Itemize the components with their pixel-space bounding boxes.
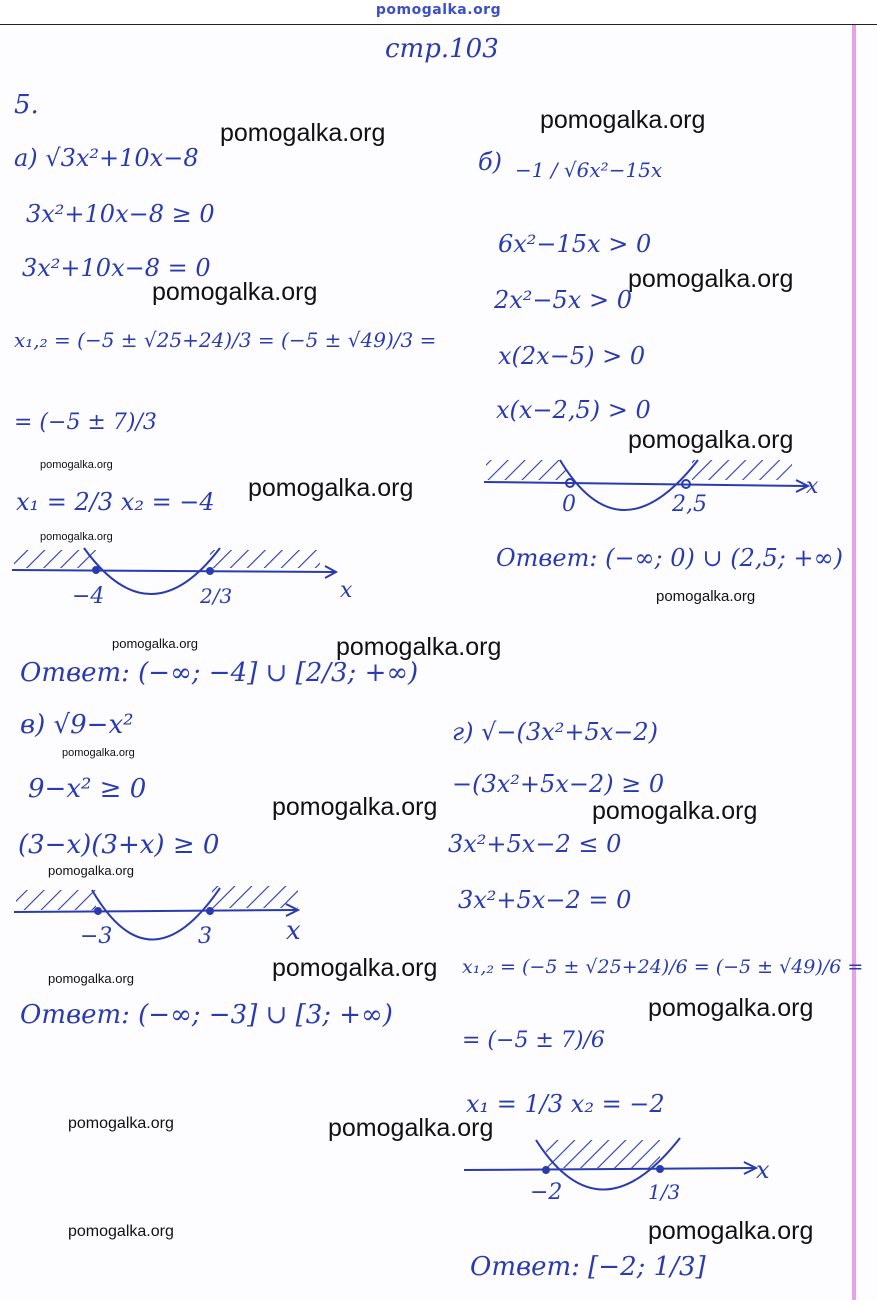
- part-a-label: а): [14, 144, 38, 172]
- shade-g-middle: [546, 1140, 660, 1168]
- axis-v-line: [14, 910, 296, 912]
- point-g-left: [542, 1166, 550, 1174]
- watermark: pomogalka.org: [40, 459, 113, 471]
- part-b-answer: Ответ: (−∞; 0) ∪ (2,5; +∞): [496, 544, 843, 572]
- watermark: pomogalka.org: [152, 278, 318, 306]
- watermark: pomogalka.org: [68, 1223, 174, 1240]
- part-a-answer: Ответ: (−∞; −4] ∪ [2/3; +∞): [20, 658, 419, 688]
- part-b-ineq-3: x(2x−5) > 0: [498, 342, 646, 370]
- watermark: pomogalka.org: [648, 994, 814, 1022]
- point-g-right: [656, 1165, 664, 1173]
- axis-v-label-right: 3: [198, 924, 212, 949]
- watermark: pomogalka.org: [628, 265, 794, 293]
- part-v-label: в): [20, 710, 46, 740]
- part-b-expression: −1 / √6x²−15x: [515, 158, 663, 182]
- part-v-ineq-1: 9−x² ≥ 0: [28, 774, 147, 804]
- parabola-v: [92, 888, 220, 940]
- point-a-right: [206, 567, 214, 575]
- watermark: pomogalka.org: [112, 636, 198, 651]
- number-line-v: [14, 886, 298, 940]
- axis-a-label-right: 2/3: [200, 584, 233, 608]
- part-g-roots-formula: x₁,₂ = (−5 ± √25+24)/6 = (−5 ± √49)/6 =: [462, 956, 864, 978]
- watermark: pomogalka.org: [62, 747, 135, 759]
- part-g-roots: x₁ = 1/3 x₂ = −2: [466, 1090, 665, 1118]
- watermark: pomogalka.org: [48, 863, 134, 878]
- part-v-answer: Ответ: (−∞; −3] ∪ [3; +∞): [20, 1000, 393, 1030]
- shade-v-right: [212, 886, 298, 908]
- watermark: pomogalka.org: [336, 633, 502, 661]
- watermark: pomogalka.org: [272, 793, 438, 821]
- axis-g-var: x: [756, 1156, 770, 1184]
- axis-b-label-left: 0: [562, 492, 576, 517]
- part-a-equation: 3x²+10x−8 = 0: [22, 254, 211, 282]
- axis-a-line: [12, 570, 335, 572]
- watermark: pomogalka.org: [272, 954, 438, 982]
- number-line-g: [464, 1138, 756, 1190]
- watermark: pomogalka.org: [48, 971, 134, 986]
- site-header-link[interactable]: pomogalka.org: [375, 2, 502, 18]
- shade-a-left: [14, 550, 96, 568]
- part-b-ineq-1: 6x²−15x > 0: [498, 230, 652, 258]
- part-g-ineq-1: −(3x²+5x−2) ≥ 0: [452, 770, 665, 798]
- part-g-answer: Ответ: [−2; 1/3]: [470, 1252, 706, 1282]
- axis-a-var: x: [340, 578, 353, 603]
- watermark: pomogalka.org: [68, 1115, 174, 1132]
- part-g-label: г): [452, 718, 474, 746]
- part-a-expr: √3x²+10x−8: [45, 144, 199, 172]
- point-v-left: [94, 907, 102, 915]
- axis-g-label-right: 1/3: [648, 1180, 681, 1204]
- part-g-ineq-2: 3x²+5x−2 ≤ 0: [448, 830, 622, 858]
- watermark: pomogalka.org: [540, 106, 706, 134]
- part-v-expr: √9−x²: [53, 710, 134, 740]
- watermark: pomogalka.org: [248, 474, 414, 502]
- axis-b-label-right: 2,5: [672, 492, 707, 517]
- axis-v-label-left: −3: [80, 924, 113, 949]
- axis-b-var: x: [806, 474, 819, 499]
- part-g-roots-simplified: = (−5 ± 7)/6: [462, 1028, 605, 1053]
- part-a-roots-formula: x₁,₂ = (−5 ± √25+24)/3 = (−5 ± √49)/3 =: [14, 328, 437, 352]
- watermark: pomogalka.org: [220, 119, 386, 147]
- part-a-roots-simplified: = (−5 ± 7)/3: [14, 410, 157, 435]
- axis-a-label-left: −4: [72, 584, 105, 609]
- shade-v-left: [16, 890, 96, 910]
- watermark: pomogalka.org: [328, 1114, 494, 1142]
- part-a-inequality: 3x²+10x−8 ≥ 0: [26, 200, 215, 228]
- watermark: pomogalka.org: [628, 426, 794, 454]
- page-reference: стр.103: [385, 34, 499, 64]
- axis-g-label-left: −2: [530, 1180, 563, 1205]
- part-b-label: б): [478, 148, 503, 176]
- shade-b-left: [486, 460, 566, 480]
- part-a-roots: x₁ = 2/3 x₂ = −4: [16, 488, 215, 516]
- axis-b-line: [484, 482, 806, 486]
- point-a-left: [92, 566, 100, 574]
- point-v-right: [206, 907, 214, 915]
- part-v-ineq-2: (3−x)(3+x) ≥ 0: [18, 830, 220, 860]
- axis-v-var: x: [286, 916, 301, 946]
- number-line-a: [12, 548, 336, 594]
- part-g-equation: 3x²+5x−2 = 0: [458, 886, 632, 914]
- watermark: pomogalka.org: [656, 588, 756, 605]
- part-b-ineq-4: x(x−2,5) > 0: [496, 396, 651, 424]
- watermark: pomogalka.org: [592, 797, 758, 825]
- task-number: 5.: [14, 90, 39, 120]
- part-g-expr: √−(3x²+5x−2): [481, 718, 658, 746]
- watermark: pomogalka.org: [40, 531, 113, 543]
- shade-a-right: [210, 550, 320, 568]
- number-line-b: [484, 460, 808, 510]
- watermark: pomogalka.org: [648, 1217, 814, 1245]
- axis-g-line: [464, 1168, 754, 1170]
- shade-b-right: [692, 460, 792, 480]
- part-b-ineq-2: 2x²−5x > 0: [494, 286, 632, 314]
